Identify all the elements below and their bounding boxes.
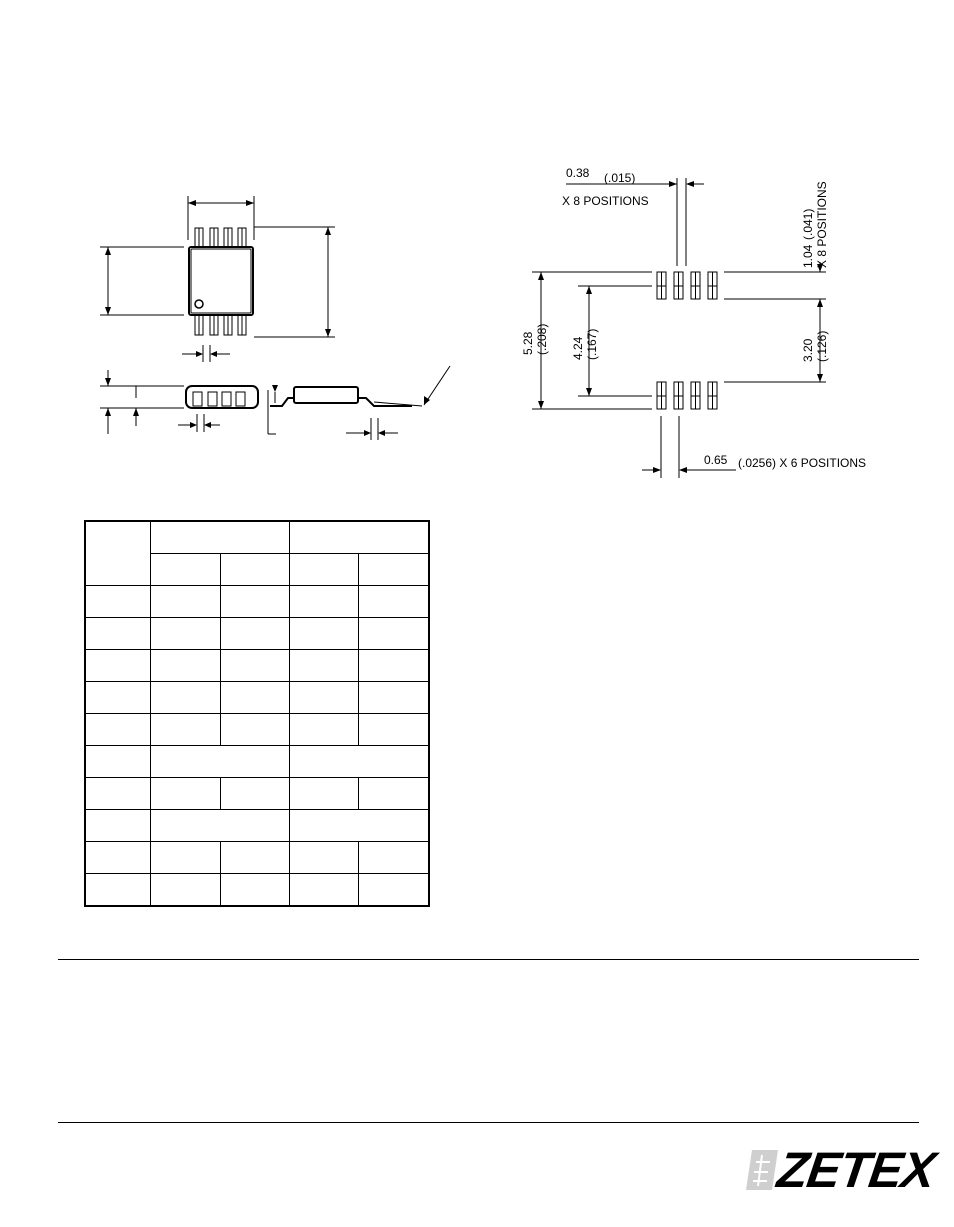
zetex-logo: ZETEX <box>774 1142 939 1198</box>
pad-width-inch-label: (.015) <box>604 171 636 185</box>
pitch-inch-label: (.0256) X 6 POSITIONS <box>738 456 867 470</box>
pad-width-note: X 8 POSITIONS <box>562 194 649 208</box>
pitch-label: 0.65 <box>704 453 728 467</box>
row-gap-inch-label: (.126) <box>815 330 829 362</box>
inner-span-inch-label: (.167) <box>585 328 599 360</box>
outer-span-label: 5.28 <box>521 331 535 355</box>
inner-span-label: 4.24 <box>571 336 585 360</box>
outer-span-inch-label: (.208) <box>535 323 549 355</box>
row-gap-label: 3.20 <box>801 338 815 362</box>
pad-length-label: 1.04 <box>801 244 815 268</box>
pad-width-label: 0.38 <box>566 166 590 180</box>
pad-length-note: X 8 POSITIONS <box>815 181 829 268</box>
pad-length-inch-label: (.041) <box>801 208 815 240</box>
